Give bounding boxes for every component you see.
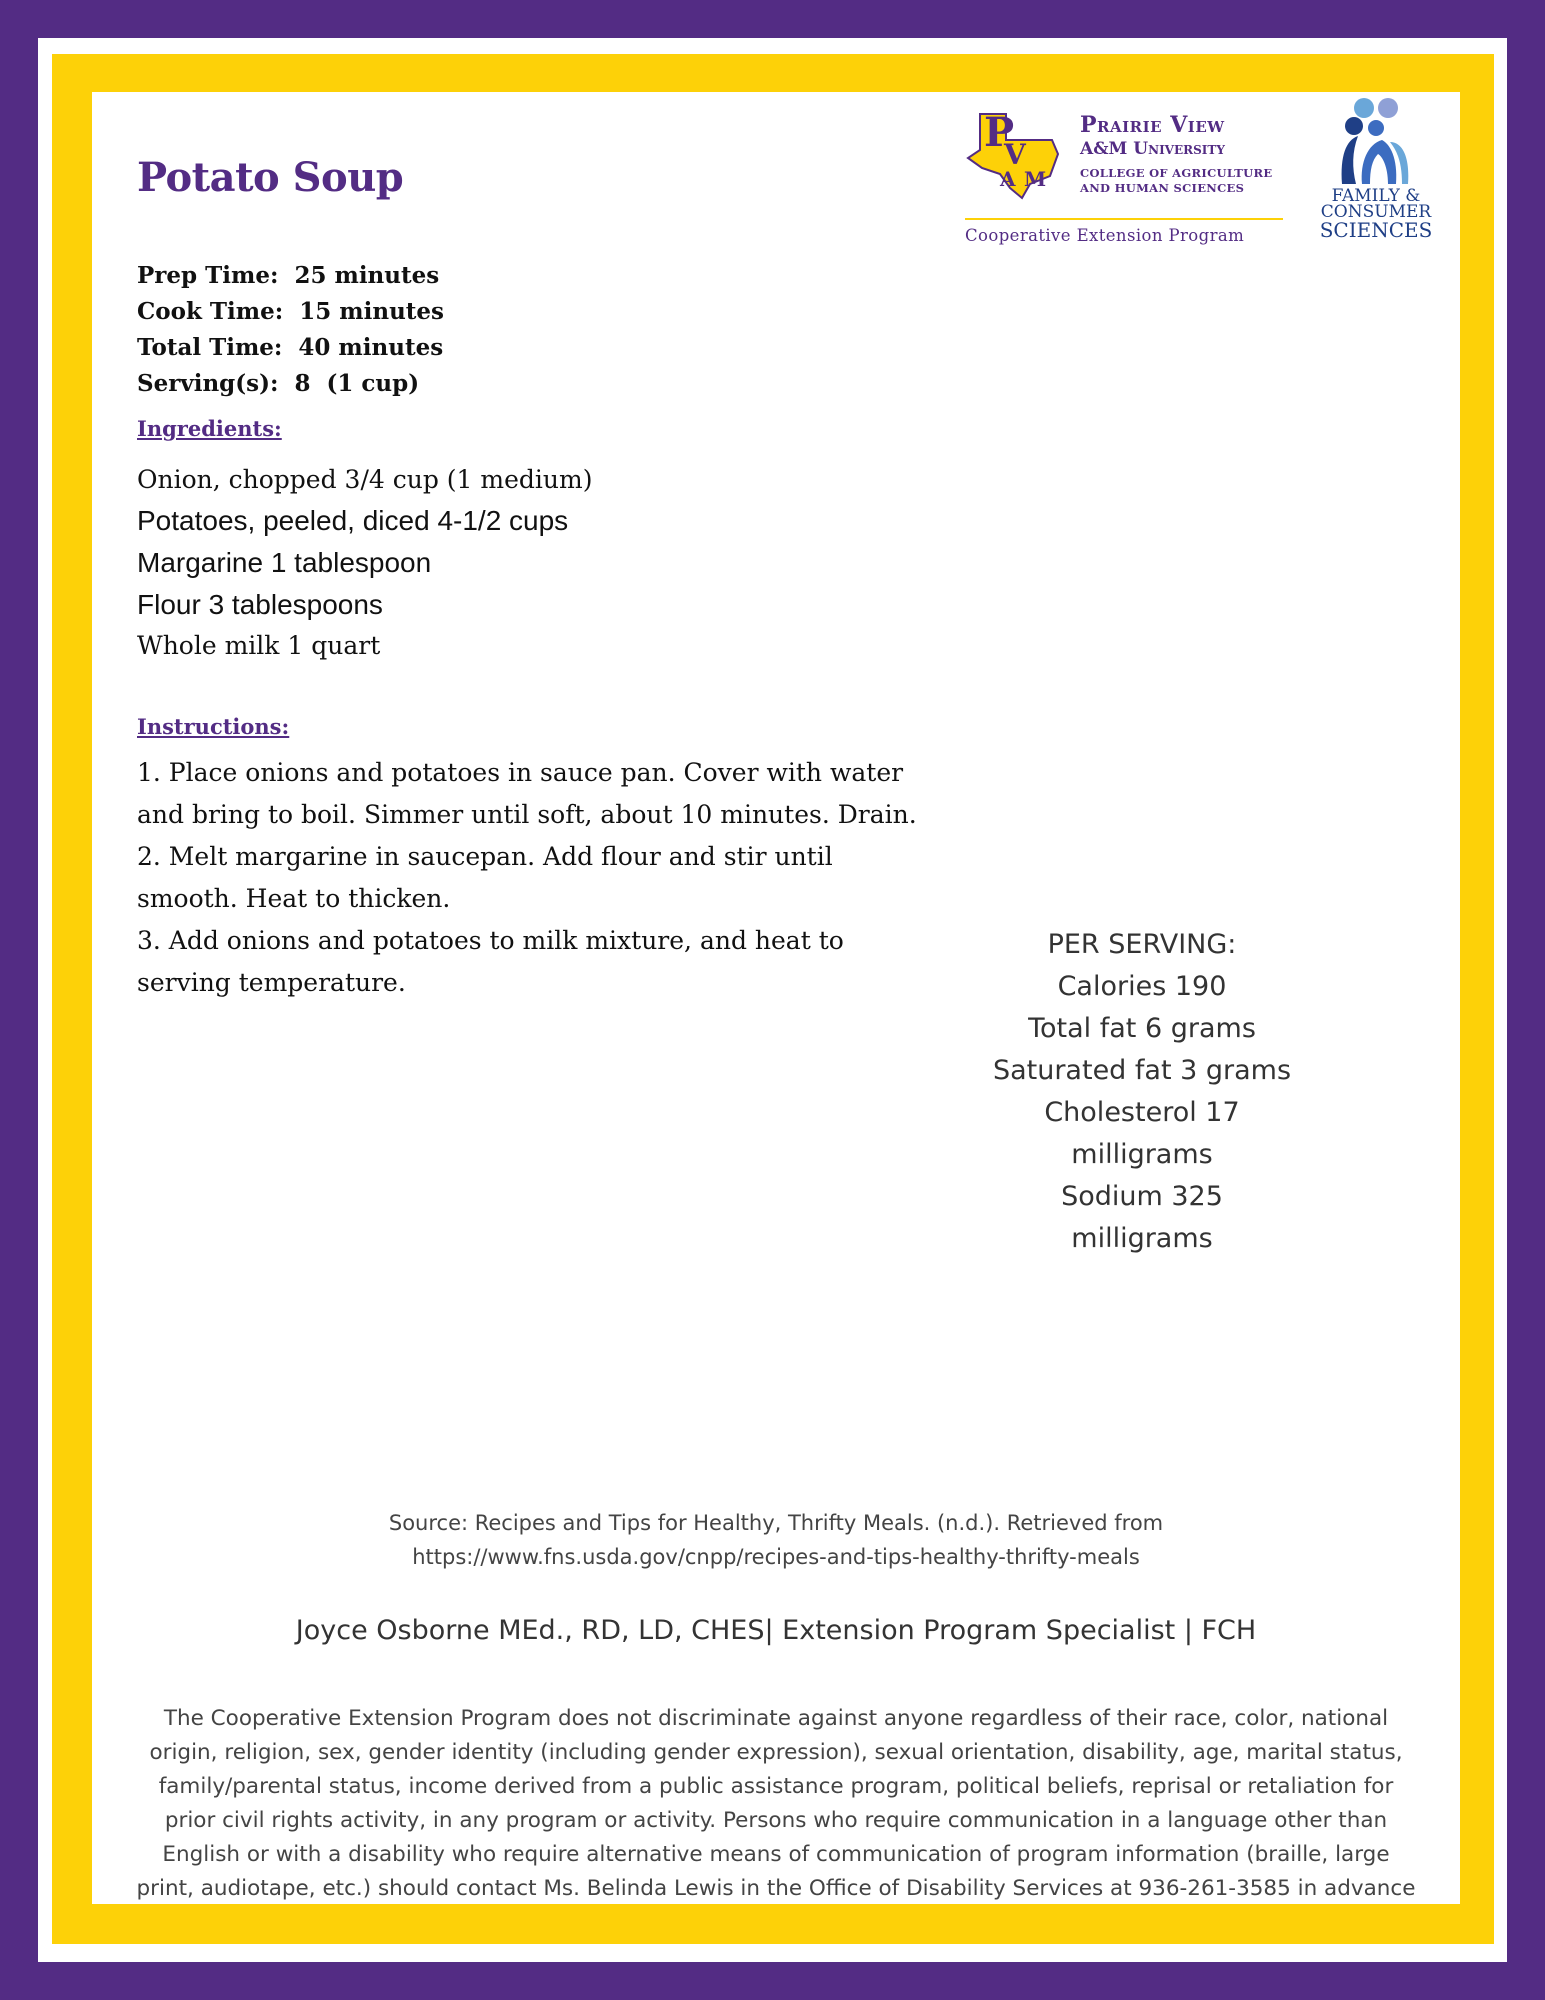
recipe-card — [92, 92, 1460, 1904]
pvamu-wordmark — [1080, 112, 1272, 196]
instruction-step: 1. Place onions and potatoes in sauce pan. Cover with water and bring to boil. Simmer until soft, about 10 minutes. Drain. — [137, 758, 917, 829]
prep-time-row — [137, 258, 444, 294]
nutrition-heading: PER SERVING: — [1047, 929, 1237, 960]
source-citation — [92, 1506, 1460, 1574]
disclaimer-line: English or with a disability who require alternative means of communication of program information (braille, large — [162, 1842, 1390, 1867]
college-line-1: COLLEGE OF AGRICULTURE — [1080, 166, 1273, 180]
disclaimer-line: family/parental status, income derived from a public assistance program, political beliefs, reprisal or retaliation for — [158, 1774, 1394, 1799]
svg-text:A: A — [1000, 167, 1016, 191]
program-name: Cooperative Extension Program — [965, 226, 1245, 245]
fcs-wordmark — [1312, 188, 1440, 240]
cook-time-label: Cook Time: — [137, 298, 284, 325]
total-time-value: 40 minutes — [298, 334, 444, 361]
header-logos — [960, 92, 1460, 262]
ingredients-heading: Ingredients: — [137, 416, 282, 441]
instruction-step: 2. Melt margarine in saucepan. Add flour and stir until smooth. Heat to thicken. — [137, 842, 833, 913]
fcs-line-1: FAMILY & — [1331, 186, 1421, 206]
recipe-title: Potato Soup — [137, 154, 404, 201]
nutrition-facts — [992, 924, 1292, 1260]
source-url: https://www.fns.usda.gov/cnpp/recipes-and-tips-healthy-thrifty-meals — [412, 1545, 1140, 1569]
family-figures-icon — [1332, 96, 1412, 186]
author-credit: Joyce Osborne MEd., RD, LD, CHES| Extension Program Specialist | FCH — [295, 1615, 1257, 1646]
prep-time-label: Prep Time: — [137, 262, 279, 289]
total-time-row — [137, 330, 444, 366]
pvamu-logo-icon — [960, 102, 1070, 202]
logo-divider — [965, 218, 1283, 220]
fcs-line-2: CONSUMER — [1320, 202, 1432, 222]
ingredients-list — [137, 460, 592, 666]
ingredient-item: Whole milk 1 quart — [137, 631, 381, 660]
nutrition-item: Calories 190 — [1057, 971, 1227, 1002]
ingredient-item: Onion, chopped 3/4 cup (1 medium) — [137, 465, 593, 494]
disclaimer-line: print, audiotape, etc.) should contact Ms. Belinda Lewis in the Office of Disability Services at 936-261-3585 in advance — [136, 1876, 1416, 1901]
ingredient-item: Margarine 1 tablespoon — [137, 547, 432, 578]
disclaimer-line: The Cooperative Extension Program does not discriminate against anyone regardless of their race, color, national — [163, 1706, 1389, 1731]
instruction-step: 3. Add onions and potatoes to milk mixture, and heat to serving temperature. — [137, 926, 844, 997]
disclaimer-line: prior civil rights activity, in any program or activity. Persons who require communication in a language other than — [164, 1808, 1388, 1833]
instructions-list — [137, 752, 937, 1004]
ingredient-item: Flour 3 tablespoons — [137, 589, 383, 620]
cook-time-value: 15 minutes — [299, 298, 445, 325]
nutrition-item: Cholesterol 17 milligrams — [1044, 1097, 1240, 1170]
pvamu-university: A&M University — [1080, 139, 1225, 159]
svg-text:V: V — [1004, 138, 1026, 171]
svg-text:P: P — [984, 109, 1015, 156]
source-line: Source: Recipes and Tips for Healthy, Thrifty Meals. (n.d.). Retrieved from — [388, 1511, 1164, 1535]
servings-value: 8 (1 cup) — [294, 370, 420, 397]
nutrition-item: Saturated fat 3 grams — [992, 1055, 1292, 1086]
cook-time-row — [137, 294, 444, 330]
recipe-times — [137, 258, 444, 402]
pvamu-name: Prairie View — [1080, 112, 1225, 138]
total-time-label: Total Time: — [137, 334, 283, 361]
nutrition-item: Sodium 325 milligrams — [1061, 1181, 1223, 1254]
ingredient-item: Potatoes, peeled, diced 4-1/2 cups — [137, 505, 569, 536]
instructions-heading: Instructions: — [137, 714, 290, 739]
fcs-line-3: SCIENCES — [1319, 218, 1433, 242]
college-line-2: AND HUMAN SCIENCES — [1080, 181, 1245, 195]
nutrition-item: Total fat 6 grams — [1028, 1013, 1256, 1044]
svg-text:M: M — [1024, 167, 1047, 191]
servings-row — [137, 366, 444, 402]
prep-time-value: 25 minutes — [294, 262, 440, 289]
nondiscrimination-statement — [92, 1702, 1460, 1904]
disclaimer-line: origin, religion, sex, gender identity (including gender expression), sexual orientation, disability, age, marital status, — [149, 1740, 1403, 1765]
servings-label: Serving(s): — [137, 370, 279, 397]
